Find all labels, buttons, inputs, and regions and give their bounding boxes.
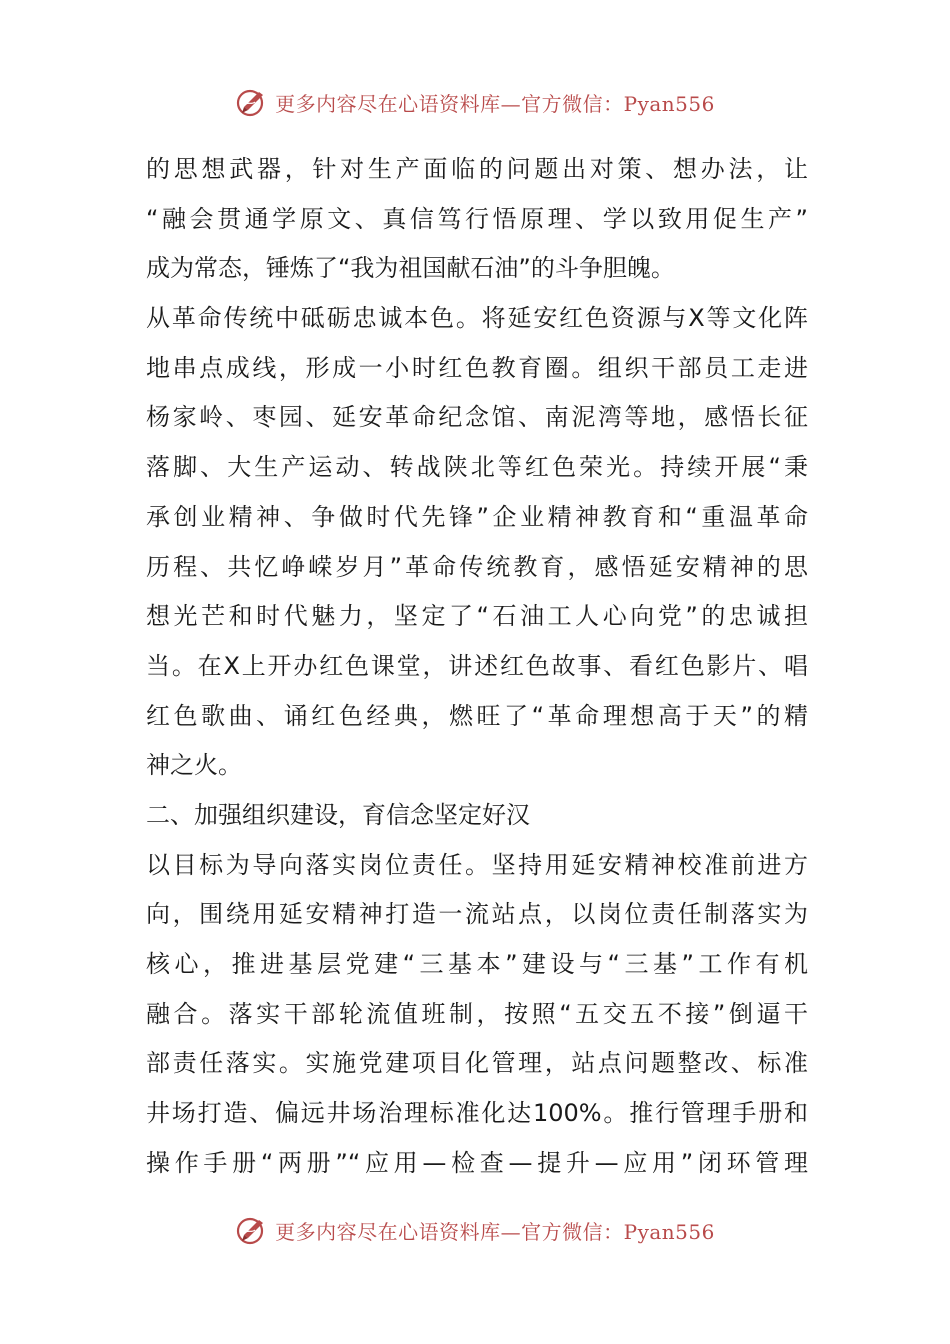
text-line: 部责任落实。实施党建项目化管理，站点问题整改、标准 <box>146 1049 808 1078</box>
text-line: 二、加强组织建设，育信念坚定好汉 <box>146 800 530 829</box>
text-line: 成为常态，锤炼了“我为祖国献石油”的斗争胆魄。 <box>146 254 675 283</box>
text-line: 杨家岭、枣园、延安革命纪念馆、南泥湾等地，感悟长征 <box>146 403 808 432</box>
footer-banner <box>0 1210 950 1250</box>
text-line: 历程、共忆峥嵘岁月”革命传统教育，感悟延安精神的思 <box>146 552 808 581</box>
text-line: 井场打造、偏远井场治理标准化达100%。推行管理手册和 <box>146 1099 808 1128</box>
text-line: “融会贯通学原文、真信笃行悟原理、学以致用促生产” <box>146 204 808 233</box>
text-line: 地串点成线，形成一小时红色教育圈。组织干部员工走进 <box>146 353 808 382</box>
text-line: 落脚、大生产运动、转战陕北等红色荣光。持续开展“秉 <box>146 453 808 482</box>
document-body <box>146 145 808 1188</box>
pen-circle-logo-icon <box>235 1213 269 1247</box>
banner-text: 更多内容尽在心语资料库—官方微信：Pyan556 <box>275 1219 715 1244</box>
text-line: 核心，推进基层党建“三基本”建设与“三基”工作有机 <box>146 950 808 978</box>
text-line: 以目标为导向落实岗位责任。坚持用延安精神校准前进方 <box>146 850 808 879</box>
pen-circle-logo-icon <box>235 85 269 119</box>
text-line: 从革命传统中砥砺忠诚本色。将延安红色资源与X等文化阵 <box>146 304 808 333</box>
text-line: 向，围绕用延安精神打造一流站点，以岗位责任制落实为 <box>146 900 808 929</box>
text-line: 操作手册“两册”“应用—检查—提升—应用”闭环管理 <box>146 1148 808 1177</box>
text-line: 神之火。 <box>146 751 242 780</box>
banner-text: 更多内容尽在心语资料库—官方微信：Pyan556 <box>275 91 715 116</box>
text-line: 融合。落实干部轮流值班制，按照“五交五不接”倒逼干 <box>146 999 808 1028</box>
text-line: 想光芒和时代魅力，坚定了“石油工人心向党”的忠诚担 <box>146 602 808 631</box>
text-line: 当。在X上开办红色课堂，讲述红色故事、看红色影片、唱 <box>146 651 808 680</box>
text-line: 红色歌曲、诵红色经典，燃旺了“革命理想高于天”的精 <box>146 701 808 730</box>
header-banner <box>0 82 950 122</box>
text-line: 承创业精神、争做时代先锋”企业精神教育和“重温革命 <box>146 502 808 531</box>
text-line: 的思想武器，针对生产面临的问题出对策、想办法，让 <box>146 155 808 183</box>
